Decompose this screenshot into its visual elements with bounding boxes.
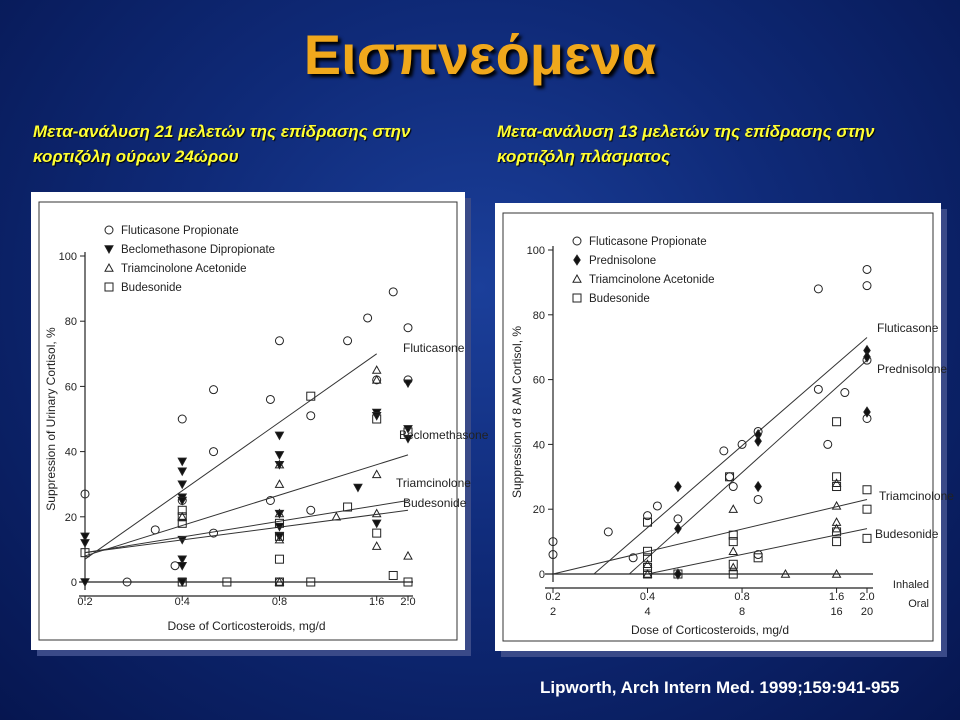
data-point: [307, 392, 315, 400]
x-tick-label: 2.0: [859, 591, 875, 603]
y-tick-label: 0: [538, 569, 545, 581]
fit-line-label: Triamcinolone: [879, 489, 954, 503]
fit-line: [85, 510, 408, 552]
data-point: [81, 540, 89, 547]
x-tick-label: 0.2: [545, 591, 561, 603]
y-tick-label: 40: [532, 439, 545, 452]
fit-line-label: Beclomethasone: [399, 428, 489, 442]
data-point: [755, 436, 761, 446]
data-point: [863, 282, 871, 290]
data-point: [275, 452, 283, 459]
y-tick-label: 100: [526, 245, 545, 257]
legend-marker: [573, 237, 581, 245]
data-point: [178, 468, 186, 475]
x-tick-label: 0.4: [639, 591, 656, 603]
x-axis-label: Dose of Corticosteroids, mg/d: [167, 619, 326, 633]
data-point: [404, 324, 412, 332]
data-point: [674, 515, 682, 523]
urinary-cortisol-chart: [31, 192, 489, 650]
fit-line: [85, 455, 408, 556]
data-point: [404, 380, 412, 387]
series-square: [553, 418, 871, 578]
fit-line: [594, 337, 867, 574]
data-point: [354, 484, 362, 491]
data-point: [404, 552, 412, 559]
data-point: [864, 352, 870, 362]
fit-line: [629, 360, 867, 574]
inhaled-row-label: Inhaled: [892, 579, 929, 591]
legend-entry: Triamcinolone Acetonide: [121, 263, 247, 275]
legend-marker: [105, 283, 113, 291]
data-point: [729, 483, 737, 491]
x-tick-label: 0.8: [734, 591, 750, 603]
legend-entry: Triamcinolone Acetonide: [589, 274, 715, 286]
legend-entry: Budesonide: [589, 293, 650, 305]
data-point: [863, 534, 871, 542]
series-triangle-up: [85, 366, 412, 585]
right-chart-subtitle: Μετα-ανάλυση 13 μελετών της επίδρασης στην κορτιζόλη πλάσματος: [497, 122, 875, 166]
y-axis-label: Suppression of Urinary Cortisol, %: [44, 327, 58, 511]
fit-line-label: Fluticasone: [877, 321, 939, 335]
x-tick-label-oral: 8: [738, 606, 746, 618]
fit-line: [553, 499, 867, 574]
fit-line: [85, 501, 408, 553]
data-point: [373, 366, 381, 373]
data-point: [653, 502, 661, 510]
data-point: [824, 440, 832, 448]
x-axis-label: Dose of Corticosteroids, mg/d: [630, 623, 790, 637]
data-point: [373, 542, 381, 549]
data-point: [863, 505, 871, 513]
data-point: [373, 413, 381, 420]
data-point: [373, 520, 381, 527]
series-diamond-filled: [629, 346, 870, 579]
data-point: [841, 389, 849, 397]
data-point: [604, 528, 612, 536]
data-point: [675, 569, 681, 579]
legend-entry: Beclomethasone Dipropionate: [121, 244, 276, 256]
x-tick-label: 0.4: [174, 596, 190, 608]
data-point: [275, 337, 283, 345]
fit-line-label: Triamcinolone: [396, 476, 471, 490]
x-tick-label: 0.8: [271, 596, 288, 608]
data-point: [210, 386, 218, 394]
data-point: [364, 314, 372, 322]
legend-marker: [573, 275, 581, 282]
data-point: [675, 482, 681, 492]
data-point: [738, 440, 746, 448]
legend-entry: Fluticasone Propionate: [589, 236, 707, 248]
y-tick-label: 20: [532, 504, 545, 517]
data-point: [275, 555, 283, 563]
legend-entry: Fluticasone Propionate: [121, 225, 239, 237]
x-tick-label-oral: 20: [860, 606, 874, 618]
data-point: [373, 529, 381, 537]
data-point: [755, 482, 761, 492]
fit-line: [85, 354, 377, 559]
data-point: [275, 533, 283, 540]
series-circle: [549, 265, 871, 574]
legend-entry: Budesonide: [121, 282, 182, 294]
data-point: [171, 562, 179, 570]
legend-marker: [105, 264, 113, 271]
fit-line-label: Budesonide: [403, 496, 467, 510]
left-chart-subtitle: Μετα-ανάλυση 21 μελετών της επίδρασης στην κορτιζόλη ούρων 24ώρου: [33, 122, 411, 166]
plasma-cortisol-chart: [495, 203, 954, 651]
data-point: [266, 395, 274, 403]
legend-marker: [573, 294, 581, 302]
y-tick-label: 60: [532, 374, 545, 387]
data-point: [210, 448, 218, 456]
data-point: [178, 481, 186, 488]
y-axis-label: Suppression of 8 AM Cortisol, %: [510, 325, 524, 499]
chart-frame: [39, 202, 457, 640]
data-point: [344, 337, 352, 345]
data-point: [178, 415, 186, 423]
data-point: [307, 412, 315, 420]
legend-marker: [574, 255, 580, 265]
y-tick-label: 100: [58, 251, 77, 263]
data-point: [389, 288, 397, 296]
y-tick-label: 60: [64, 381, 77, 394]
data-point: [729, 505, 737, 512]
slide-title: Εισπνεόμενα: [303, 23, 657, 86]
data-point: [814, 285, 822, 293]
plasma-cortisol-chart-panel: [495, 203, 954, 651]
data-point: [178, 458, 186, 465]
data-point: [373, 510, 381, 517]
fit-line-label: Fluticasone: [403, 341, 465, 355]
data-point: [833, 418, 841, 426]
y-tick-label: 20: [64, 511, 77, 524]
series-square: [81, 392, 412, 586]
x-tick-label-oral: 16: [830, 606, 843, 618]
legend-marker: [105, 246, 113, 253]
data-point: [307, 506, 315, 514]
y-tick-label: 80: [64, 316, 77, 329]
x-tick-label: 1.6: [369, 596, 385, 608]
series-triangle-down-filled: [81, 380, 412, 586]
data-point: [863, 265, 871, 273]
data-point: [833, 538, 841, 546]
data-point: [720, 447, 728, 455]
fit-line-label: Budesonide: [875, 527, 939, 541]
fit-line-label: Prednisolone: [877, 362, 948, 376]
oral-row-label: Oral: [908, 598, 929, 610]
x-tick-label-oral: 2: [549, 606, 557, 618]
data-point: [275, 432, 283, 439]
data-point: [863, 486, 871, 494]
data-point: [814, 385, 822, 393]
data-point: [726, 473, 734, 481]
data-point: [754, 495, 762, 503]
data-point: [729, 547, 737, 554]
x-tick-label: 1.6: [828, 591, 845, 603]
y-tick-label: 40: [64, 446, 77, 459]
x-tick-label: 0.2: [77, 596, 93, 608]
data-point: [373, 470, 381, 477]
x-tick-label-oral: 4: [644, 606, 651, 618]
data-point: [389, 571, 397, 579]
chart-frame: [503, 213, 933, 641]
urinary-cortisol-chart-panel: [31, 192, 489, 650]
citation: Lipworth, Arch Intern Med. 1999;159:941-955: [540, 678, 900, 697]
legend-entry: Prednisolone: [589, 255, 657, 267]
legend-marker: [105, 226, 113, 234]
y-tick-label: 0: [70, 577, 77, 589]
y-tick-label: 80: [532, 309, 545, 322]
x-tick-label: 2.0: [400, 596, 416, 608]
data-point: [275, 480, 283, 487]
